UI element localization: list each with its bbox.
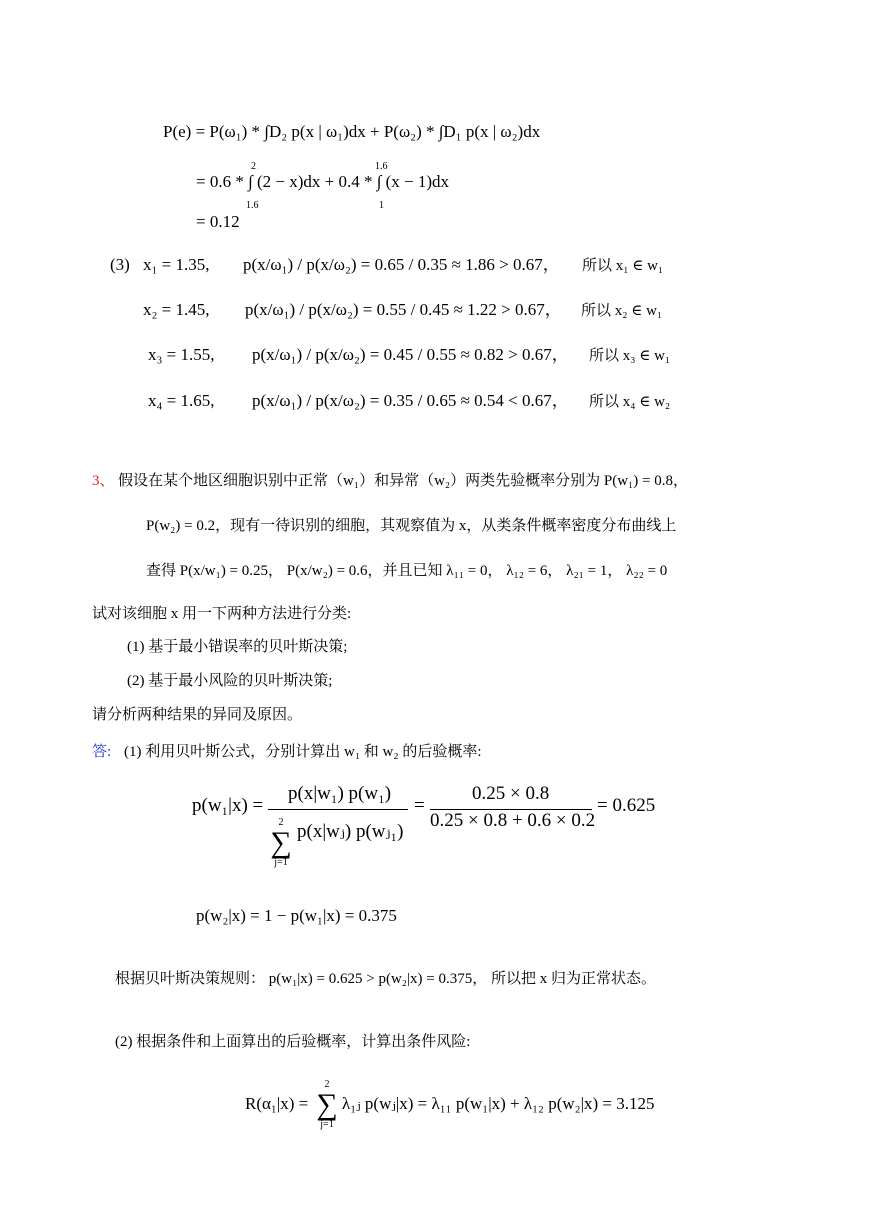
question-line-4: 试对该细胞 x 用一下两种方法进行分类:: [92, 606, 352, 622]
decision-rule: 根据贝叶斯决策规则： p(w₁|x) = 0.625 > p(w₂|x) = 0.375， 所以把 x 归为正常状态。: [115, 971, 656, 987]
item-x-value: x₃ = 1.55,: [148, 345, 215, 364]
posterior-fraction-bar: [268, 809, 408, 810]
item-ratio: p(x/ω₁) / p(x/ω₂) = 0.65 / 0.35 ≈ 1.86 > 0.67，: [243, 255, 560, 274]
pe-line-2: = 0.6 * ∫ (2 − x)dx + 0.4 * ∫ (x − 1)dx: [196, 172, 450, 191]
item-x-value: x₄ = 1.65,: [148, 391, 215, 410]
pe-limit-upper-1: 2: [251, 161, 256, 172]
risk-sum: [314, 1080, 340, 1130]
posterior-numerator: p(x|w₁) p(w₁): [288, 783, 392, 804]
question-option-2: (2) 基于最小风险的贝叶斯决策;: [127, 673, 333, 689]
risk-rhs: λ₁ⱼ p(wⱼ|x) = λ₁₁ p(w₁|x) + λ₁₂ p(w₂|x) = 3.125: [342, 1094, 655, 1113]
posterior-denominator: p(x|wⱼ) p(wⱼ₁): [297, 821, 404, 842]
posterior-result: = 0.625: [597, 795, 656, 816]
posterior-lhs: p(w₁|x) =: [192, 795, 264, 816]
answer-intro: (1) 利用贝叶斯公式，分别计算出 w₁ 和 w₂ 的后验概率:: [124, 744, 482, 760]
item-conclusion: 所以 x₄ ∈ w₂: [589, 394, 671, 410]
item-conclusion: 所以 x₁ ∈ w₁: [582, 258, 664, 274]
pe-line-3: = 0.12: [196, 212, 240, 231]
answer-label: 答:: [92, 744, 112, 760]
part-2-intro: (2) 根据条件和上面算出的后验概率，计算出条件风险:: [115, 1034, 471, 1050]
item-ratio: p(x/ω₁) / p(x/ω₂) = 0.55 / 0.45 ≈ 1.22 > 0.67，: [245, 300, 562, 319]
question-option-1: (1) 基于最小错误率的贝叶斯决策;: [127, 639, 348, 655]
pe-limit-lower-1: 1.6: [246, 200, 259, 211]
sum-lower-limit: j=1: [320, 1119, 334, 1130]
pe-limit-upper-2: 1.6: [375, 161, 388, 172]
item-x-value: x₂ = 1.45,: [143, 300, 210, 319]
posterior-w2: p(w₂|x) = 1 − p(w₁|x) = 0.375: [196, 906, 397, 925]
posterior-sum: [268, 818, 294, 868]
sum-upper-limit: 2: [278, 817, 284, 828]
item-conclusion: 所以 x₂ ∈ w₁: [581, 303, 663, 319]
posterior-mid-numerator: 0.25 × 0.8: [472, 783, 550, 804]
pe-line-1: P(e) = P(ω₁) * ∫D₂ p(x | ω₁)dx + P(ω₂) * ∫D₁ p(x | ω₂)dx: [163, 122, 541, 141]
sigma-icon: ∑: [270, 826, 292, 859]
question-number: 3、: [92, 473, 115, 489]
equals-sign: =: [414, 795, 425, 816]
question-line-3: 查得 P(x/w₁) = 0.25， P(x/w₂) = 0.6，并且已知 λ₁₁ = 0， λ₁₂ = 6， λ₂₁ = 1， λ₂₂ = 0: [146, 563, 668, 579]
question-line-2: P(w₂) = 0.2，现有一待识别的细胞，其观察值为 x，从类条件概率密度分布曲线上: [146, 518, 677, 534]
posterior-mid-denominator: 0.25 × 0.8 + 0.6 × 0.2: [430, 810, 596, 831]
item-conclusion: 所以 x₃ ∈ w₁: [589, 348, 671, 364]
item-ratio: p(x/ω₁) / p(x/ω₂) = 0.35 / 0.65 ≈ 0.54 < 0.67，: [252, 391, 569, 410]
sigma-icon: ∑: [316, 1088, 338, 1121]
item-label: (3): [110, 255, 130, 274]
question-line-5: 请分析两种结果的异同及原因。: [92, 707, 303, 723]
risk-lhs: R(α₁|x) =: [245, 1094, 309, 1113]
sum-lower-limit: j=1: [274, 857, 288, 868]
item-ratio: p(x/ω₁) / p(x/ω₂) = 0.45 / 0.55 ≈ 0.82 > 0.67，: [252, 345, 569, 364]
pe-limit-lower-2: 1: [379, 200, 384, 211]
question-line-1: 假设在某个地区细胞识别中正常（w₁）和异常（w₂）两类先验概率分别为 P(w₁) = 0.8，: [118, 473, 688, 489]
sum-upper-limit: 2: [324, 1079, 330, 1090]
item-x-value: x₁ = 1.35,: [143, 255, 210, 274]
